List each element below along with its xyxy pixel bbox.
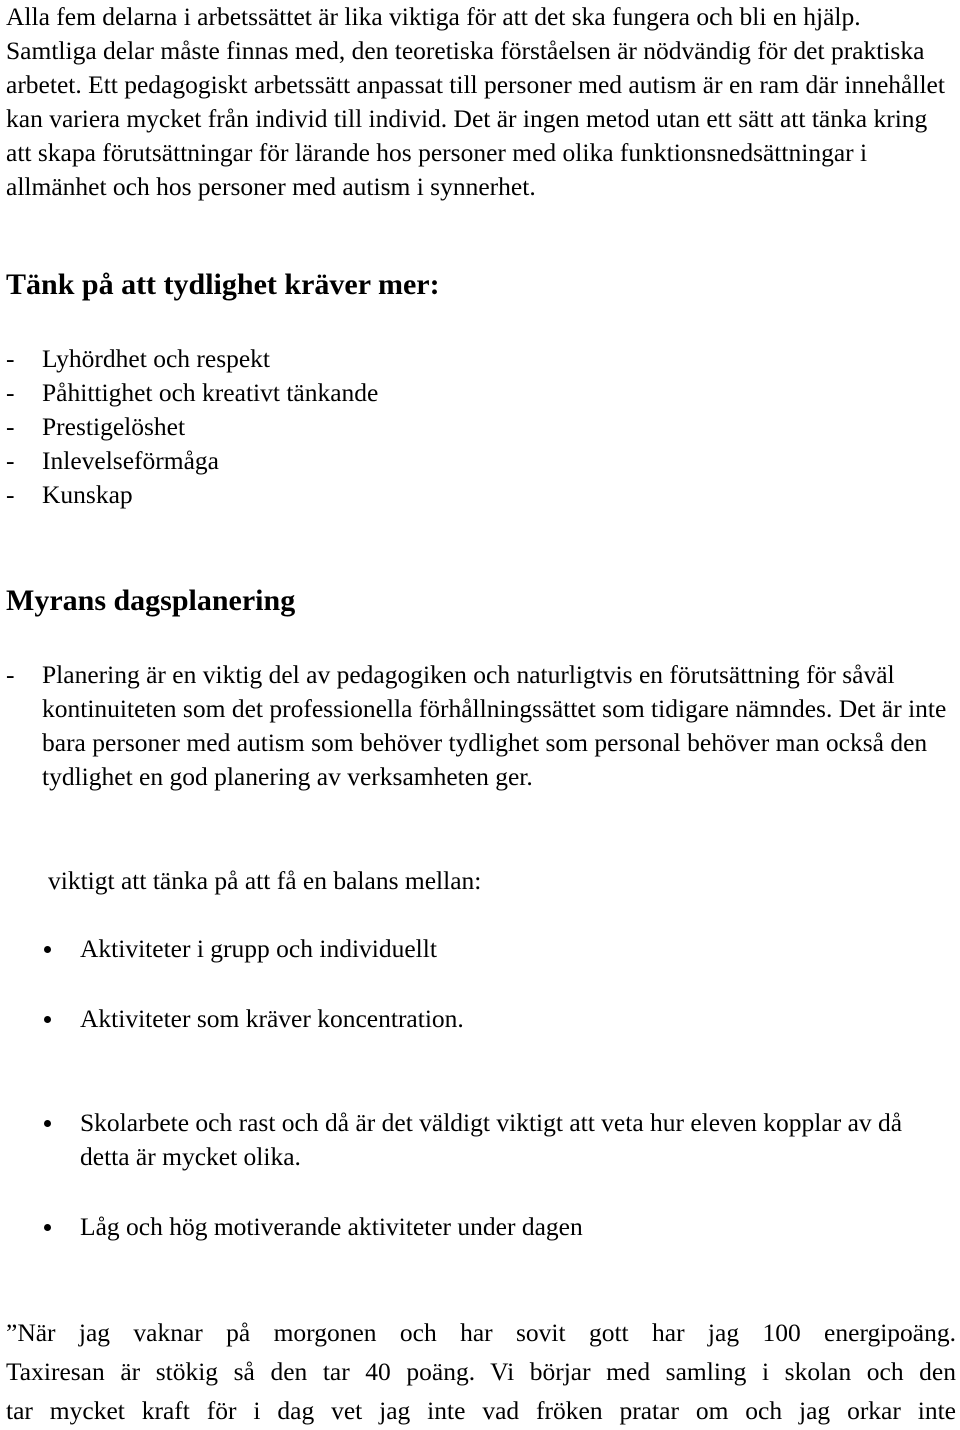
- bullet-dot-icon: [44, 1016, 51, 1023]
- bullet-item: Skolarbete och rast och då är det väldigt viktigt att veta hur eleven kopplar av då detta är mycket olika.: [80, 1106, 950, 1174]
- clarity-requirements-list: [6, 342, 378, 512]
- bullet-item: Låg och hög motiverande aktiviteter under dagen: [80, 1210, 950, 1244]
- dash-marker: -: [6, 446, 15, 475]
- dash-marker: -: [6, 412, 15, 441]
- list-item: - Lyhördhet och respekt: [6, 342, 378, 376]
- dash-marker: -: [6, 378, 15, 407]
- balance-intro: viktigt att tänka på att få en balans mellan:: [48, 866, 482, 895]
- planning-paragraph: - Planering är en viktig del av pedagogiken och naturligtvis en förutsättning för såväl kontinuiteten som det professionella förhållningssättet som tidigare nämndes. Det är inte bara personer med autism som behöver tydlighet som personal behöver man också den tydlighet en god planering av verksamheten ger.: [6, 660, 947, 791]
- quote-line: tar mycket kraft för i dag vet jag inte vad fröken pratar om och jag orkar inte: [6, 1396, 956, 1425]
- bullet-dot-icon: [44, 1224, 51, 1231]
- bullet-item: Aktiviteter som kräver koncentration.: [80, 1002, 950, 1036]
- dash-marker: -: [6, 344, 15, 373]
- bullet-dot-icon: [44, 1120, 51, 1127]
- section-heading-day-planning: Myrans dagsplanering: [6, 584, 296, 617]
- quote-line: ”När jag vaknar på morgonen och har sovit gott har jag 100 energipoäng.: [6, 1318, 956, 1347]
- dash-marker: -: [6, 480, 15, 509]
- list-item: - Inlevelseförmåga: [6, 444, 378, 478]
- bullet-dot-icon: [44, 946, 51, 953]
- list-item: - Prestigelöshet: [6, 410, 378, 444]
- dash-marker: -: [6, 660, 15, 689]
- list-item: - Påhittighet och kreativt tänkande: [6, 376, 378, 410]
- intro-paragraph: Alla fem delarna i arbetssättet är lika viktiga för att det ska fungera och bli en hjälp. Samtliga delar måste finnas med, den teoretiska förståelsen är nödvändig för det praktiska arbetet. Ett pedagogiskt arbetssätt anpassat till personer med autism är en ram där innehållet kan variera mycket från individ till individ. Det är ingen metod utan ett sätt att tänka kring att skapa förutsättningar för lärande hos personer med olika funktionsnedsättningar i allmänhet och hos personer med autism i synnerhet.: [6, 2, 945, 201]
- bullet-item: Aktiviteter i grupp och individuellt: [80, 932, 950, 966]
- quote-line: Taxiresan är stökig så den tar 40 poäng. Vi börjar med samling i skolan och den: [6, 1357, 956, 1386]
- quote-paragraph: [6, 1313, 956, 1430]
- section-heading-clarity: Tänk på att tydlighet kräver mer:: [6, 268, 440, 301]
- list-item: - Kunskap: [6, 478, 378, 512]
